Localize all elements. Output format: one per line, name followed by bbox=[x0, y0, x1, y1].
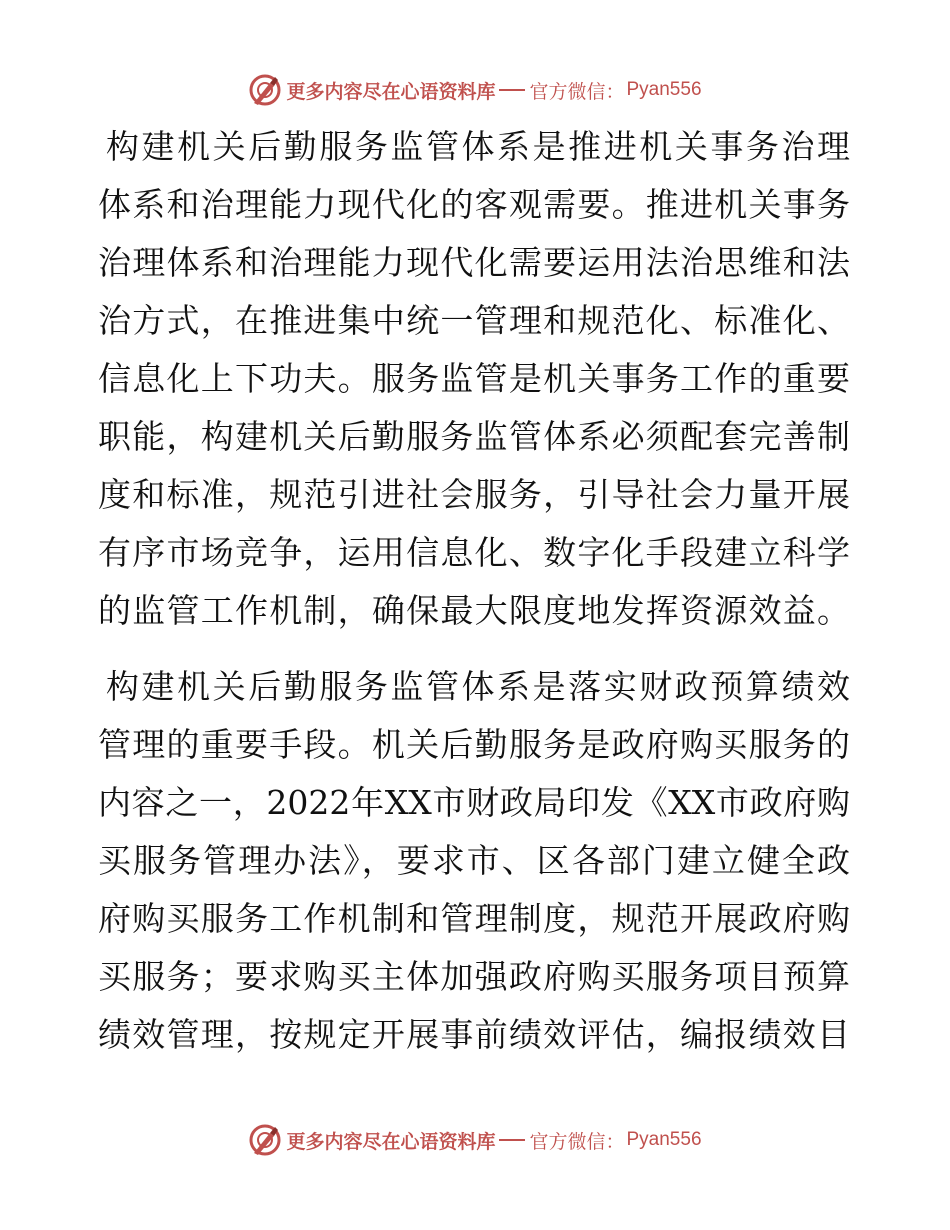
text-line: 治理体系和治理能力现代化需要运用法治思维和法 bbox=[98, 243, 850, 282]
banner-dash bbox=[499, 1139, 525, 1141]
paragraph-2 bbox=[98, 658, 850, 1064]
text-line: 管理的重要手段。机关后勤服务是政府购买服务的 bbox=[98, 725, 850, 764]
pen-logo-icon bbox=[248, 1123, 282, 1157]
text-line: 绩效管理，按规定开展事前绩效评估，编报绩效目 bbox=[98, 1015, 850, 1054]
pen-logo-icon bbox=[248, 73, 282, 107]
text-line: 构建机关后勤服务监管体系是落实财政预算绩效 bbox=[106, 667, 850, 706]
header-banner bbox=[0, 70, 950, 110]
wechat-id: Pyan556 bbox=[626, 1129, 702, 1150]
text-line: 有序市场竞争，运用信息化、数字化手段建立科学 bbox=[98, 533, 850, 572]
text-line: 信息化上下功夫。服务监管是机关事务工作的重要 bbox=[98, 359, 850, 398]
paragraph-1 bbox=[98, 118, 850, 640]
text-line: 职能，构建机关后勤服务监管体系必须配套完善制 bbox=[98, 417, 850, 456]
text-line: 府购买服务工作机制和管理制度，规范开展政府购 bbox=[98, 899, 850, 938]
text-line: 治方式，在推进集中统一管理和规范化、标准化、 bbox=[98, 301, 850, 340]
wechat-id: Pyan556 bbox=[626, 79, 702, 100]
text-line: 买服务管理办法》，要求市、区各部门建立健全政 bbox=[98, 841, 850, 880]
wechat-label: 官方微信： bbox=[529, 1130, 625, 1153]
text-line: 度和标准，规范引进社会服务，引导社会力量开展 bbox=[98, 475, 850, 514]
banner-title: 更多内容尽在心语资料库 bbox=[286, 1130, 496, 1153]
text-line: 构建机关后勤服务监管体系是推进机关事务治理 bbox=[106, 127, 850, 166]
footer-banner bbox=[0, 1120, 950, 1160]
text-line: 的监管工作机制，确保最大限度地发挥资源效益。 bbox=[98, 591, 850, 630]
text-line: 内容之一，2022年XX市财政局印发《XX市政府购 bbox=[98, 783, 850, 822]
text-line: 体系和治理能力现代化的客观需要。推进机关事务 bbox=[98, 185, 850, 224]
banner-title: 更多内容尽在心语资料库 bbox=[286, 80, 496, 103]
wechat-label: 官方微信： bbox=[529, 80, 625, 103]
text-line: 买服务；要求购买主体加强政府购买服务项目预算 bbox=[98, 957, 850, 996]
banner-dash bbox=[499, 89, 525, 91]
